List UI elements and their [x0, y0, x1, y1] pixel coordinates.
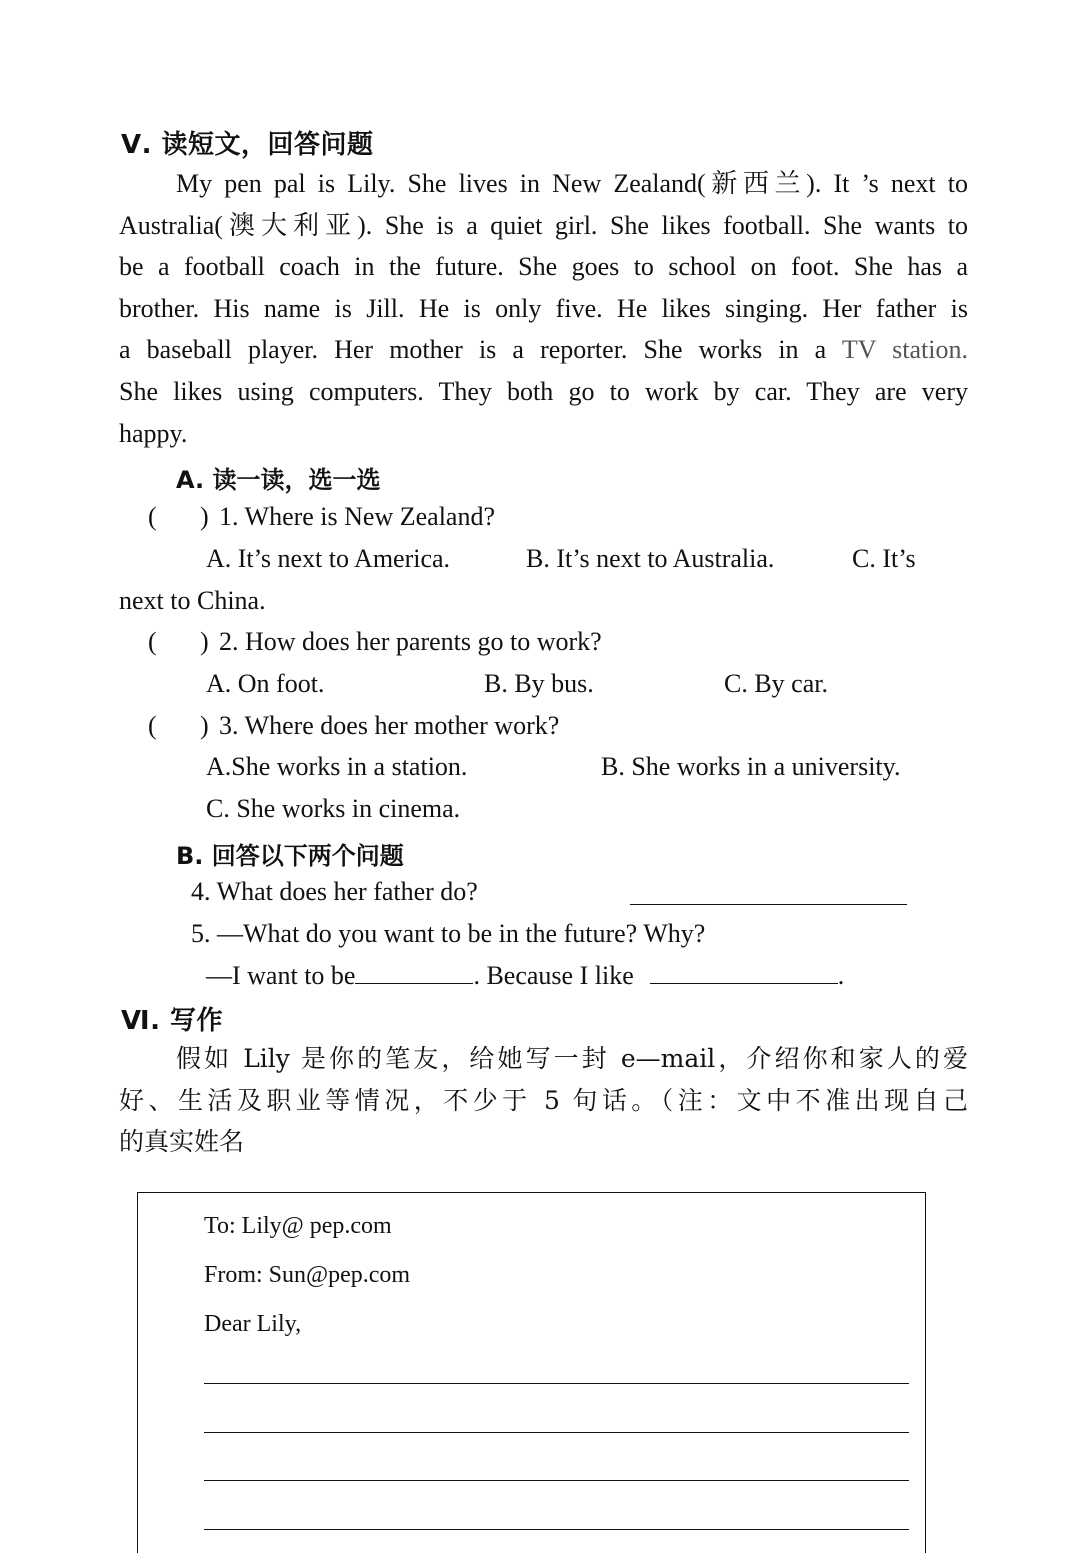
q2-paren-close: ) — [200, 627, 209, 656]
passage-line — [119, 329, 968, 371]
writing-line[interactable] — [204, 1432, 909, 1433]
q2-option-b: B. By bus. — [484, 669, 594, 698]
q5-answer-text: . Because I like — [473, 961, 634, 990]
q1-answer-blank[interactable] — [162, 504, 198, 530]
writing-prompt — [119, 1038, 968, 1163]
q5-answer-end: . — [837, 961, 845, 990]
q1-option-c-continued: next to China. — [119, 586, 266, 615]
q5-question: 5. —What do you want to be in the future? Why? — [191, 919, 706, 948]
writing-line[interactable] — [204, 1529, 909, 1530]
q1-option-c: C. It’s — [852, 544, 916, 573]
email-from: From: Sun@pep.com — [204, 1262, 411, 1288]
q5-answer-line — [206, 963, 844, 989]
passage-line: She likes using computers. They both go to work by car. They are very — [119, 376, 968, 406]
q1-paren-close: ) — [200, 502, 209, 531]
prompt-line: 好、生活及职业等情况，不少于 5 句话。（注：文中不准出现自己 — [119, 1085, 968, 1115]
writing-line[interactable] — [204, 1480, 909, 1481]
passage-line: Australia(澳大利亚). She is a quiet girl. She likes football. She wants to — [119, 210, 968, 240]
passage-text-gray: TV station. — [841, 335, 968, 365]
q1-option-b: B. It’s next to Australia. — [526, 544, 775, 573]
q3-option-c: C. She works in cinema. — [206, 794, 461, 823]
q2-option-a: A. On foot. — [206, 669, 325, 698]
q1-paren-open: ( — [148, 502, 157, 531]
email-greeting: Dear Lily, — [204, 1311, 302, 1337]
passage-text: a baseball player. Her mother is a reporter. She works in a — [119, 335, 827, 365]
q4-question: 4. What does her father do? — [191, 877, 478, 906]
prompt-line: 的真实姓名 — [119, 1127, 245, 1157]
prompt-line: 假如 Lily 是你的笔友，给她写一封 e—mail，介绍你和家人的爱 — [176, 1044, 968, 1073]
section-5-title: Ⅴ. 读短文，回答问题 — [121, 130, 374, 160]
q5-answer-text: —I want to be — [206, 961, 356, 990]
q2-paren-open: ( — [148, 627, 157, 656]
passage-line: My pen pal is Lily. She lives in New Zealand(新西兰). It ’s next to — [176, 169, 968, 198]
q2-answer-blank[interactable] — [162, 629, 198, 655]
q3-question: 3. Where does her mother work? — [219, 711, 560, 740]
q3-option-b: B. She works in a university. — [601, 752, 901, 781]
q3-paren-open: ( — [148, 711, 157, 740]
q4-answer-line[interactable] — [630, 882, 907, 905]
section-6-title: Ⅵ. 写作 — [121, 1006, 224, 1036]
q2-option-c: C. By car. — [724, 669, 828, 698]
q5-job-blank[interactable] — [355, 963, 473, 984]
q3-paren-close: ) — [200, 711, 209, 740]
email-writing-box — [137, 1192, 926, 1553]
q2-question: 2. How does her parents go to work? — [219, 627, 602, 656]
passage-line: brother. His name is Jill. He is only five. He likes singing. Her father is — [119, 293, 968, 323]
passage-line: be a football coach in the future. She goes to school on foot. She has a — [119, 252, 968, 282]
q1-option-a: A. It’s next to America. — [206, 544, 451, 573]
q1-question: 1. Where is New Zealand? — [219, 502, 496, 531]
email-to: To: Lily@ pep.com — [204, 1213, 392, 1239]
writing-line[interactable] — [204, 1383, 909, 1384]
part-b-title: B. 回答以下两个问题 — [176, 842, 404, 870]
part-a-title: A. 读一读，选一选 — [176, 466, 381, 494]
reading-passage — [119, 163, 968, 454]
q3-answer-blank[interactable] — [162, 713, 198, 739]
passage-line: happy. — [119, 418, 188, 448]
q3-option-a: A.She works in a station. — [206, 752, 468, 781]
q5-reason-blank[interactable] — [650, 963, 838, 984]
